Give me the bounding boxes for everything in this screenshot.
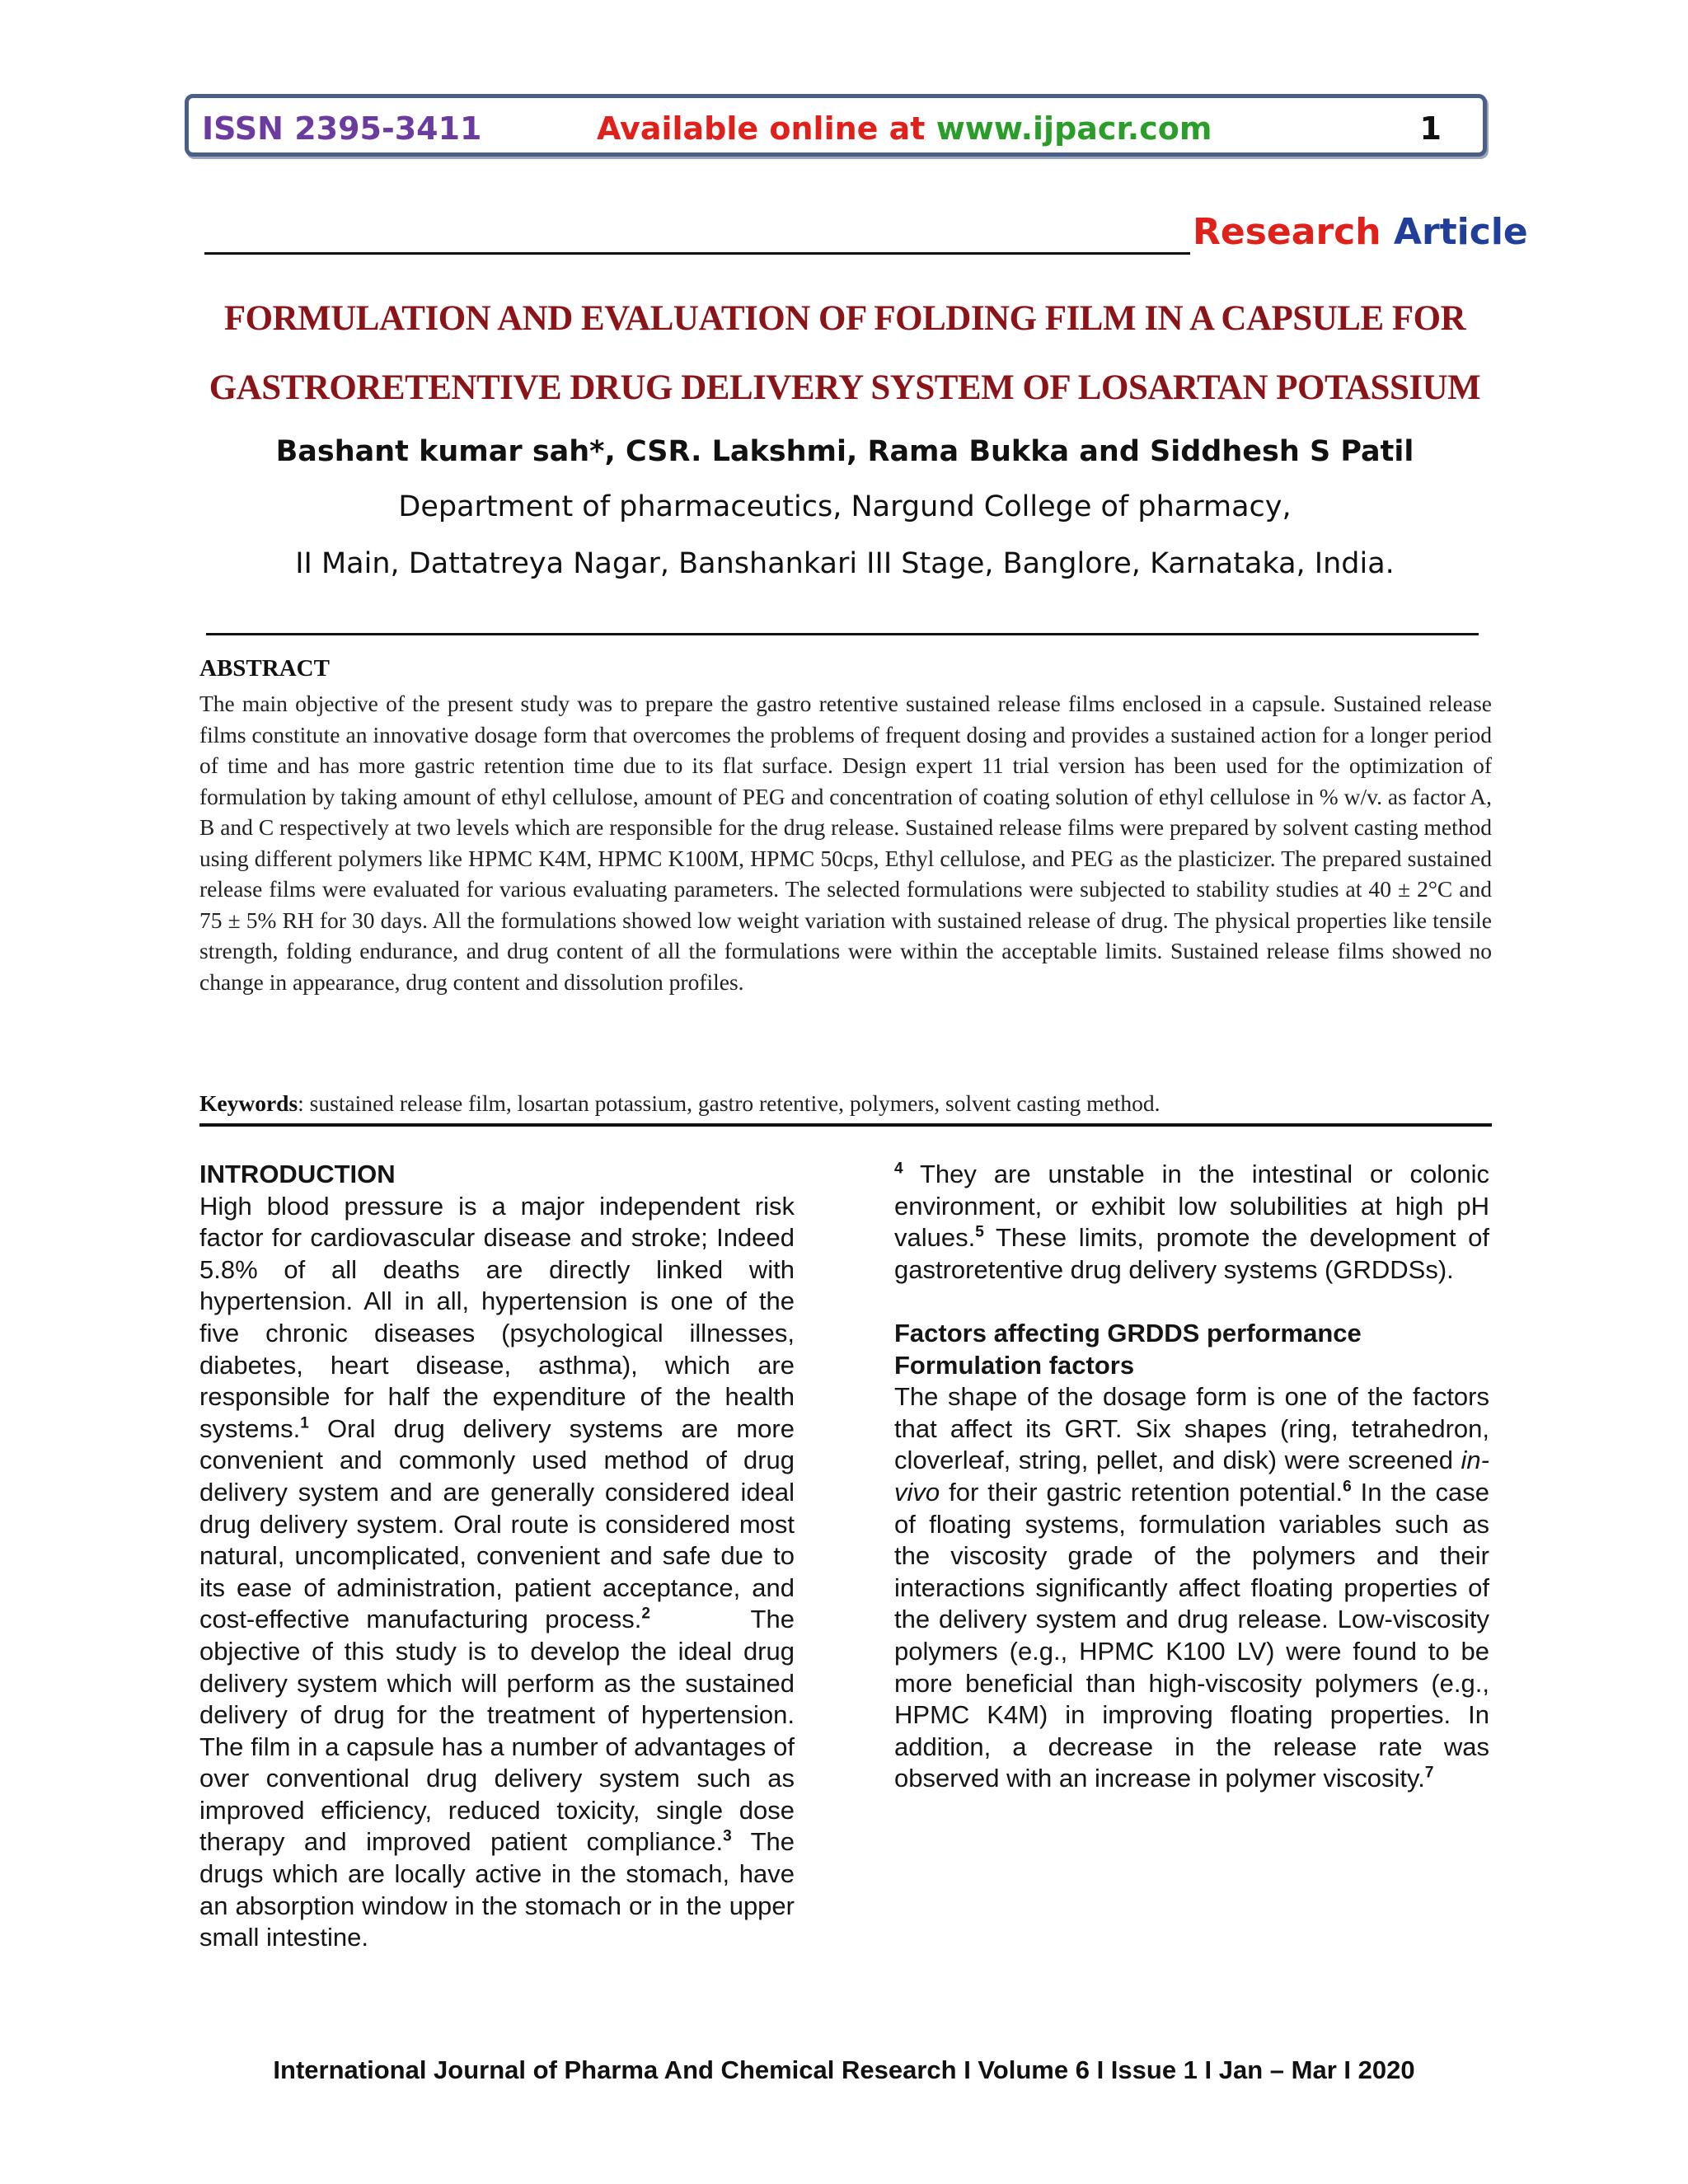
citation-ref: 3 bbox=[723, 1828, 732, 1846]
keywords-text: : sustained release film, losartan potassium, gastro retentive, polymers, solvent casting method. bbox=[298, 1090, 1160, 1116]
factors-text-segment: In the case of floating systems, formulation variables such as the viscosity grade of the polymers and their interactions significantly affect floating properties of the delivery system and drug release. Low-viscosity polymers (e.g., HPMC K100 LV) were found to be more beneficial than high-viscosity polymers (e.g., HPMC K4M) in improving floating properties. In addition, a decrease in the release rate was observed with an increase in polymer viscosity. bbox=[894, 1477, 1489, 1793]
keywords-label: Keywords bbox=[199, 1090, 298, 1116]
availability-text bbox=[597, 110, 1212, 147]
citation-ref: 5 bbox=[975, 1223, 984, 1241]
introduction-paragraph-continued bbox=[894, 1159, 1489, 1286]
page-number: 1 bbox=[1419, 110, 1442, 147]
available-prefix: Available online at bbox=[597, 110, 936, 147]
intro-text-segment: Oral drug delivery systems are more convenient and commonly used method of drug delivery system and are generally considered ideal drug delivery system. Oral route is considered most natural, uncomplicated, convenient and safe due to its ease of administration, patient acceptance, and cost-effective manufacturing process. bbox=[199, 1413, 795, 1634]
intro-text-segment: These limits, promote the development of gastroretentive drug delivery systems (GRDDSs). bbox=[894, 1223, 1489, 1284]
introduction-paragraph bbox=[199, 1191, 802, 1954]
citation-ref: 6 bbox=[1343, 1478, 1352, 1496]
factors-heading: Factors affecting GRDDS performance bbox=[894, 1318, 1362, 1347]
citation-ref: 4 bbox=[894, 1160, 903, 1178]
article-type-word2: Article bbox=[1393, 211, 1528, 253]
body-column-left bbox=[199, 1159, 802, 1954]
citation-ref: 2 bbox=[641, 1605, 650, 1623]
intro-text-segment: They are unstable in the intestinal or colonic environment, or exhibit low solubilities at high pH values. bbox=[894, 1160, 1489, 1253]
affiliation-line1: Department of pharmaceutics, Nargund College of pharmacy, bbox=[398, 490, 1292, 523]
article-type-rule bbox=[204, 252, 1190, 255]
intro-text-segment: The drugs which are locally active in the stomach, have an absorption window in the stomach or in the upper small intestine. bbox=[199, 1827, 795, 1952]
journal-url-link[interactable]: www.ijpacr.com bbox=[935, 110, 1212, 147]
keywords-line bbox=[199, 1090, 1492, 1117]
section-divider bbox=[206, 633, 1479, 635]
citation-ref: 7 bbox=[1424, 1764, 1434, 1782]
paper-title-line1: FORMULATION AND EVALUATION OF FOLDING FILM IN A CAPSULE FOR bbox=[223, 299, 1466, 338]
factors-text-segment: for their gastric retention potential. bbox=[940, 1477, 1343, 1507]
article-type-word1: Research bbox=[1193, 211, 1381, 253]
abstract-heading: ABSTRACT bbox=[199, 655, 330, 682]
paper-title-line2: GASTRORETENTIVE DRUG DELIVERY SYSTEM OF LOSARTAN POTASSIUM bbox=[209, 368, 1481, 407]
factors-paragraph bbox=[894, 1381, 1489, 1795]
paragraph-gap bbox=[894, 1286, 1489, 1318]
intro-text-segment: The objective of this study is to develop the ideal drug delivery system which will perform as the sustained delivery of drug for the treatment of hypertension. The film in a capsule has a number of advantages of over conventional drug delivery system such as improved efficiency, reduced toxicity, single dose therapy and improved patient compliance. bbox=[199, 1605, 802, 1857]
article-type-label bbox=[1193, 211, 1528, 253]
journal-header-box bbox=[185, 94, 1487, 157]
introduction-heading: INTRODUCTION bbox=[199, 1160, 396, 1188]
issn-label: ISSN 2395-3411 bbox=[202, 110, 482, 147]
factors-text-segment: The shape of the dosage form is one of the factors that affect its GRT. Six shapes (ring, tetrahedron, cloverleaf, string, pellet, and disk) were screened bbox=[894, 1382, 1489, 1475]
abstract-divider bbox=[199, 1123, 1492, 1127]
body-column-right bbox=[894, 1159, 1489, 1795]
formulation-factors-heading: Formulation factors bbox=[894, 1350, 1135, 1380]
citation-ref: 1 bbox=[300, 1414, 309, 1432]
journal-footer: International Journal of Pharma And Chemical Research I Volume 6 I Issue 1 I Jan – Mar I 2020 bbox=[273, 2055, 1415, 2084]
author-list: Bashant kumar sah*, CSR. Lakshmi, Rama Bukka and Siddhesh S Patil bbox=[275, 435, 1414, 468]
factors-italic-term: in-vivo bbox=[894, 1446, 1489, 1507]
abstract-text: The main objective of the present study was to prepare the gastro retentive sustained release films enclosed in a capsule. Sustained release films constitute an innovative dosage form that overcomes the problems of frequent dosing and provides a sustained action for a longer period of time and has more gastric retention time due to its flat surface. Design expert 11 trial version has been used for the optimization of formulation by taking amount of ethyl cellulose, amount of PEG and concentration of coating solution of ethyl cellulose in % w/v. as factor A, B and C respectively at two levels which are responsible for the drug release. Sustained release films were prepared by solvent casting method using different polymers like HPMC K4M, HPMC K100M, HPMC 50cps, Ethyl cellulose, and PEG as the plasticizer. The prepared sustained release films were evaluated for various evaluating parameters. The selected formulations were subjected to stability studies at 40 ± 2°C and 75 ± 5% RH for 30 days. All the formulations showed low weight variation with sustained release of drug. The physical properties like tensile strength, folding endurance, and drug content of all the formulations were within the acceptable limits. Sustained release films showed no change in appearance, drug content and dissolution profiles. bbox=[199, 691, 1492, 995]
intro-text-segment: High blood pressure is a major independent risk factor for cardiovascular disease and stroke; Indeed 5.8% of all deaths are directly linked with hypertension. All in all, hypertension is one of the five chronic diseases (psychological illnesses, diabetes, heart disease, asthma), which are responsible for half the expenditure of the health systems. bbox=[199, 1191, 795, 1443]
affiliation-line2: II Main, Dattatreya Nagar, Banshankari III Stage, Banglore, Karnataka, India. bbox=[295, 547, 1395, 580]
